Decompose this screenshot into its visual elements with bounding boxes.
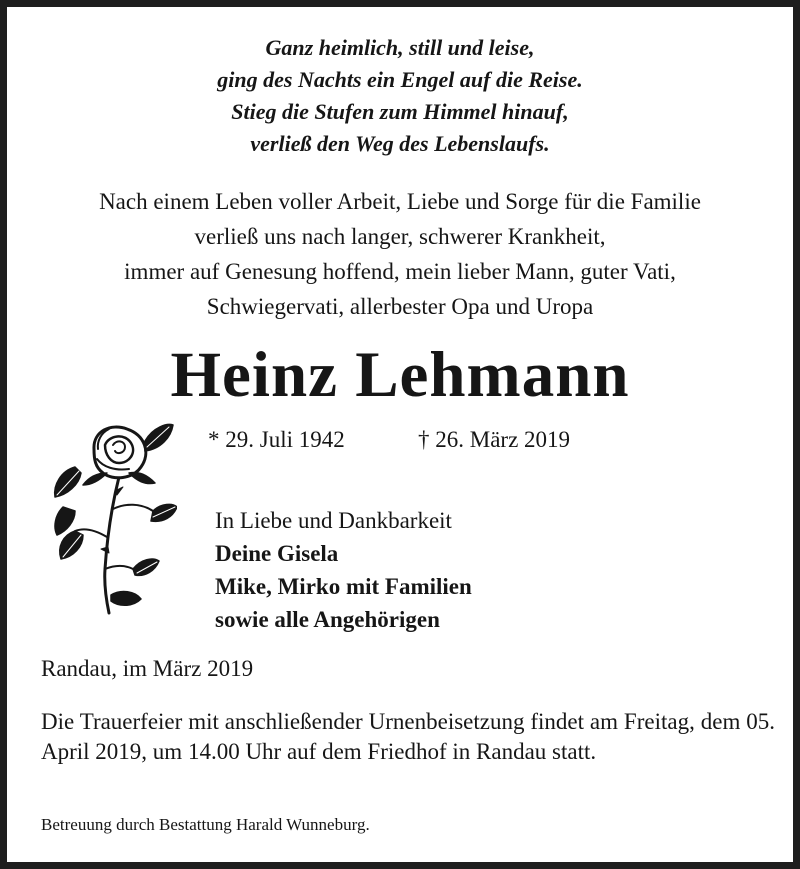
intro-line: immer auf Genesung hoffend, mein lieber Mann, guter Vati,	[124, 259, 676, 284]
intro-line: Schwiegervati, allerbester Opa und Uropa	[206, 294, 594, 319]
mourners-intro: In Liebe und Dankbarkeit	[215, 508, 452, 533]
intro-line: Nach einem Leben voller Arbeit, Liebe und Sorge für die Familie	[99, 189, 701, 214]
rose-icon	[49, 419, 177, 615]
mourner-line: sowie alle Angehörigen	[215, 607, 440, 632]
funeral-service-info: Die Trauerfeier mit anschließender Urnenbeisetzung findet am Freitag, dem 05. April 2019, um 14.00 Uhr auf dem Friedhof in Randau statt.	[41, 709, 775, 764]
poem-line: verließ den Weg des Lebenslaufs.	[250, 131, 550, 156]
intro-line: verließ uns nach langer, schwerer Krankheit,	[194, 224, 606, 249]
deceased-name: Heinz Lehmann	[170, 339, 630, 411]
memorial-poem	[7, 32, 793, 160]
mourners-block	[215, 504, 472, 636]
mourner-line: Deine Gisela	[215, 541, 339, 566]
poem-line: ging des Nachts ein Engel auf die Reise.	[217, 67, 583, 92]
intro-text	[7, 184, 793, 324]
funeral-home-credit: Betreuung durch Bestattung Harald Wunneburg.	[41, 815, 370, 834]
mourner-line: Mike, Mirko mit Familien	[215, 574, 472, 599]
poem-line: Stieg die Stufen zum Himmel hinauf,	[231, 99, 569, 124]
poem-line: Ganz heimlich, still und leise,	[265, 35, 535, 60]
birth-date: * 29. Juli 1942	[208, 427, 345, 452]
death-date: † 26. März 2019	[418, 427, 571, 452]
place-date: Randau, im März 2019	[41, 656, 254, 681]
